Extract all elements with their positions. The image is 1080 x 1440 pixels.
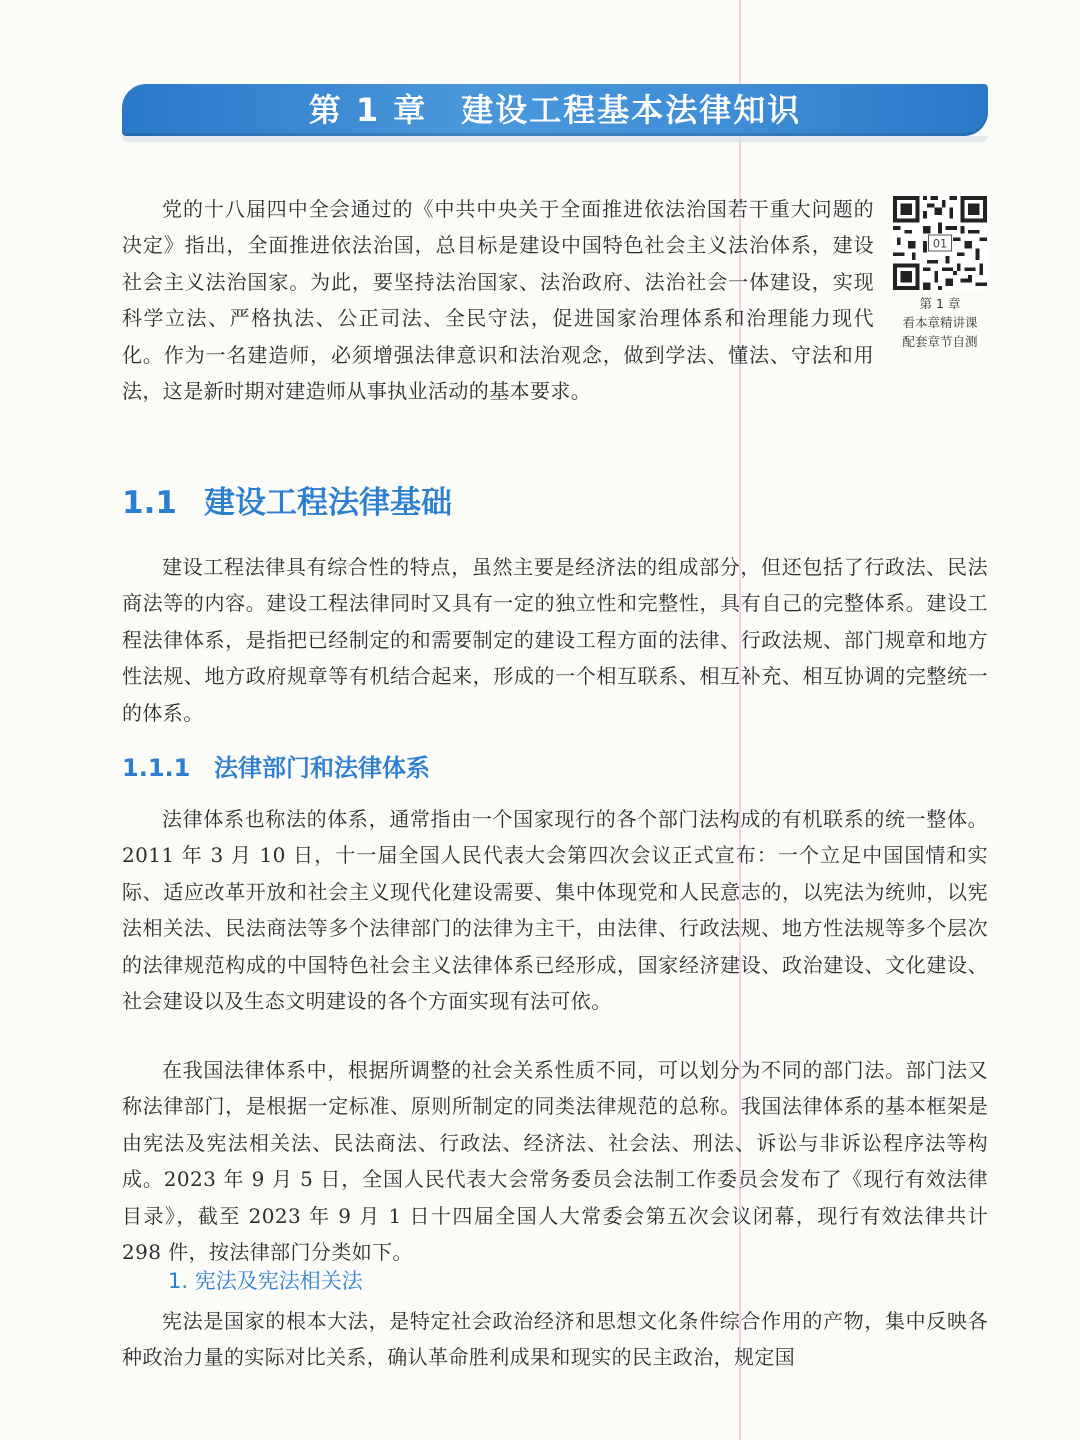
chapter-title: 建设工程基本法律知识 — [461, 91, 802, 129]
section-heading — [122, 480, 452, 526]
subsection-heading — [122, 750, 430, 786]
intro-paragraph: 党的十八届四中全会通过的《中共中央关于全面推进依法治国若干重大问题的决定》指出，全面推进依法治国，总目标是建设中国特色社会主义法治体系，建设社会主义法治国家。为此，要坚持法治国家、法治政府、法治社会一体建设，实现科学立法、严格执法、公正司法、全民守法，促进国家治理体系和治理能力现代化。作为一名建造师，必须增强法律意识和法治观念，做到学法、懂法、守法和用法，这是新时期对建造师从事执业活动的基本要求。 — [122, 197, 874, 404]
qr-caption-course: 看本章精讲课 — [902, 315, 978, 330]
qr-code-icon[interactable] — [893, 196, 987, 290]
section-title: 建设工程法律基础 — [204, 485, 452, 521]
subsection-paragraph-2: 在我国法律体系中，根据所调整的社会关系性质不同，可以划分为不同的部门法。部门法又称法律部门，是根据一定标准、原则所制定的同类法律规范的总称。我国法律体系的基本框架是由宪法及宪法相关法、民法商法、行政法、经济法、社会法、刑法、诉讼与非诉讼程序法等构成。2023 年 9 月 5 日，全国人民代表大会常务委员会法制工作委员会发布了《现行有效法律目录》，截至 2023 年 9 月 1 日十四届全国人大常委会第五次会议闭幕，现行有效法律共计 298 件，按法律部门分类如下。 — [122, 1058, 988, 1265]
item-paragraph: 宪法是国家的根本大法，是特定社会政治经济和思想文化条件综合作用的产物，集中反映各种政治力量的实际对比关系，确认革命胜利成果和现实的民主政治，规定国 — [122, 1309, 988, 1370]
qr-center-label: 01 — [932, 237, 948, 251]
subsection-number: 1.1.1 — [122, 754, 191, 782]
section-number: 1.1 — [122, 485, 177, 521]
qr-caption-chapter: 第 1 章 — [919, 296, 961, 311]
chapter-heading — [122, 88, 988, 132]
item-heading: 1. 宪法及宪法相关法 — [168, 1269, 363, 1293]
qr-caption-test: 配套章节自测 — [902, 334, 978, 349]
subsection-paragraph-1: 法律体系也称法的体系，通常指由一个国家现行的各个部门法构成的有机联系的统一整体。2011 年 3 月 10 日，十一届全国人民代表大会第四次会议正式宣布：一个立足中国国情和实际、适应改革开放和社会主义现代化建设需要、集中体现党和人民意志的，以宪法为统帅，以宪法相关法、民法商法等多个法律部门的法律为主干，由法律、行政法规、地方性法规等多个层次的法律规范构成的中国特色社会主义法律体系已经形成，国家经济建设、政治建设、文化建设、社会建设以及生态文明建设的各个方面实现有法可依。 — [122, 807, 988, 1014]
chapter-banner — [122, 84, 988, 136]
qr-caption — [882, 294, 998, 351]
subsection-title: 法律部门和法律体系 — [214, 754, 430, 782]
chapter-number: 第 1 章 — [308, 91, 428, 129]
section-paragraph: 建设工程法律具有综合性的特点，虽然主要是经济法的组成部分，但还包括了行政法、民法商法等的内容。建设工程法律同时又具有一定的独立性和完整性，具有自己的完整体系。建设工程法律体系，是指把已经制定的和需要制定的建设工程方面的法律、行政法规、部门规章和地方性法规、地方政府规章等有机结合起来，形成的一个相互联系、相互补充、相互协调的完整统一的体系。 — [122, 555, 988, 725]
